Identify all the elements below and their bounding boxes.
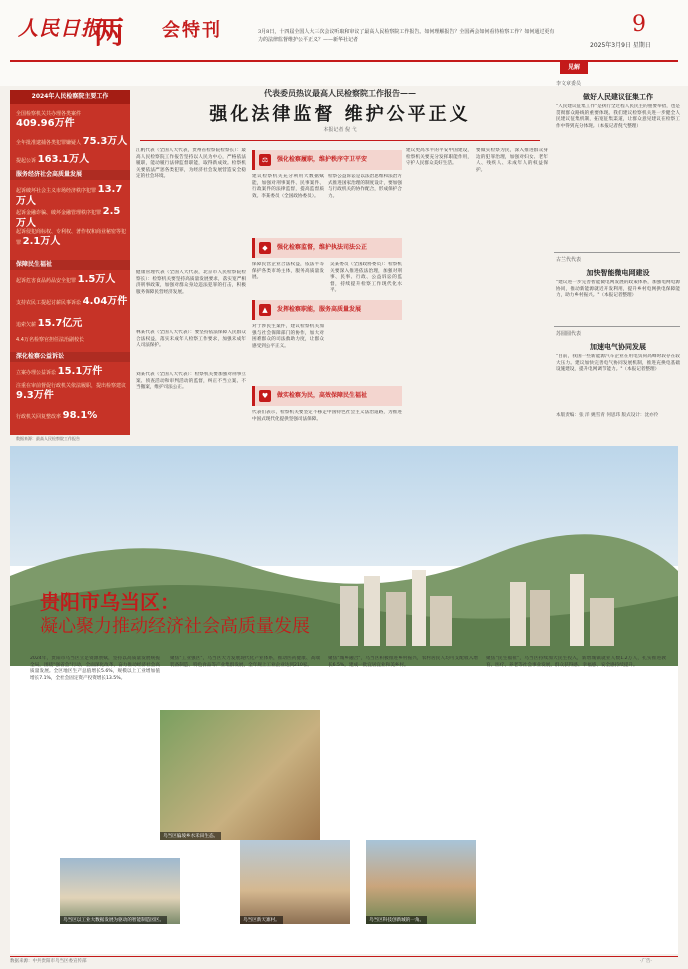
headline-kicker: 代表委员热议最高人民检察院工作报告—— <box>264 88 416 98</box>
article-column: 建议更高水平的平安中国建设，检察机关要充分发挥职能作用，守护人民群众美好生活。 <box>406 148 472 167</box>
article-column: 建议检察机关充分利用大数据赋能，加强对刑事案件、民事案件、行政案件的法律监督，提高监督质效。李某委员（全国政协委员）。 <box>252 174 324 199</box>
special-issue-title-char: 两 <box>94 16 124 51</box>
stats-section-title: 保障民生福祉 <box>10 260 130 270</box>
stats-section-title: 服务经济社会高质量发展 <box>10 170 130 180</box>
opinion-divider <box>554 326 680 327</box>
article-column: 检察公益诉讼是以法治思维和法治方式推进国家治理的制度设计，要加强与行政机关的协作配合，形成保护合力。 <box>328 174 402 199</box>
opinion-divider <box>554 252 680 253</box>
subhead-text: 发挥检察职能，服务高质量发展 <box>277 306 362 313</box>
subhead-text: 强化检察履职，维护秩序守卫平安 <box>277 156 368 163</box>
opinion-body: "建议进一步完善智能微电网发展的政策体系，加强电网电源协同，推动新能源就近开发利用，提升乡村电网供电保障能力，助力乡村振兴。"（本报记者整理） <box>556 280 680 299</box>
feature-photo <box>160 710 320 840</box>
subhead-banner <box>252 150 402 170</box>
stat-item: 起诉金融诈骗、破坏金融管理秩序犯罪 2.5万人 <box>16 206 121 229</box>
subhead-banner <box>252 238 402 258</box>
article-column: 吴某委员（全国政协委员）：检察机关要深入推进依法治理，加强对刑事、民事、行政、公益诉讼的监督，持续提升检察工作现代化水平。 <box>330 262 402 294</box>
article-column: 对于涉民生案件，建议检察机关加强与社会保障部门的协作，加大对困难群众的司法救助力度，让群众感受到公平正义。 <box>252 324 324 349</box>
stats-sidebar <box>10 90 130 435</box>
feature-title: 贵阳市乌当区： <box>40 590 180 614</box>
masthead-quote: 3月8日，十四届全国人大三次会议听取和审议了最高人民检察院工作报告。如何理解报告？全国两会如何看待检察工作？如何通过更有力的法律监督维护公平正义？——新华社记者 <box>258 29 555 43</box>
article-column: 代表们表示，检察机关要坚定不移走中国特色社会主义法治道路，为推进中国式现代化提供坚强司法保障。 <box>252 410 402 422</box>
photo-caption: 乌当区新天寨村。 <box>240 916 283 924</box>
subhead-text: 做实检察为民，高效保障民生福祉 <box>277 392 368 399</box>
feature-section <box>10 446 678 954</box>
opinion-body: "目前，我国一些新能源汽车企业在用电负荷高峰时段存在较大压力。建议加快完善电气协同发展机制，推进充换电基础设施建设，提升电网调节能力。"（本报记者整理） <box>556 354 680 373</box>
opinion-author: 李文章委员 <box>556 81 582 87</box>
stats-source: 数据来源：最高人民检察院工作报告 <box>16 436 80 441</box>
feature-photo <box>240 840 350 924</box>
opinion-tag: 见解 <box>560 62 588 74</box>
stats-section-title: 深化检察公益诉讼 <box>10 352 130 362</box>
article-column: 林某代表（全国人大代表）：要坚持依法保障人民群众合法权益，落实未成年人检察工作要求，加强未成年人司法保护。 <box>136 330 246 349</box>
page-number: 9 <box>632 12 646 37</box>
stat-item: 提起公诉 163.1万人 <box>16 154 90 165</box>
feature-column: 聚焦"城乡融合"，乌当区积极推进乡村振兴，农村居民人均可支配收入增长6.5%，建成一批宜居宜业和美乡村。 <box>328 656 478 668</box>
feature-column: 2024年，贵阳市乌当区立足资源禀赋，坚持以高质量发展统揽全局，围绕"强省会"行动，全面深化改革，奋力推动经济社会高质量发展。全区地区生产总值增长5.6%，规模以上工业增加值增长7.1%，全社会固定资产投资增长13.5%。 <box>30 656 160 681</box>
article-column: 刘某代表（全国人大代表）：检察机关要加强对刑事立案、侦查活动和审判活动的监督，纠正不当立案、不当撤案，维护司法公正。 <box>136 372 246 391</box>
stat-item: 起诉侵犯商标权、专利权、著作权和商业秘密等犯罪 2.1万人 <box>16 229 127 247</box>
feature-subtitle: 凝心聚力推动经济社会高质量发展 <box>40 616 310 637</box>
page-editors: 本版责编：张 洋 姚雪青 何思玮 版式设计：沈亦伶 <box>556 413 659 418</box>
article-column: 江帆代表（全国人大代表，贵州省检察院检察长）：最高人民检察院工作报告坚持以人民为中心，严格依法履职，能动履行法律监督职能，取得新成效。检察机关要依法严惩各类犯罪，为经济社会发展营造安全稳定的社会环境。 <box>136 148 246 180</box>
stat-item: 起诉危害食品药品安全犯罪 1.5万人 <box>16 274 116 285</box>
building-icon: ▲ <box>259 304 271 316</box>
headline-byline: 本报记者 倪 弋 <box>323 127 357 133</box>
feature-footer: 数据来源：中共贵阳市乌当区委宣传部 <box>10 959 87 964</box>
photo-caption: 乌当区科技创新城的一角。 <box>366 916 427 924</box>
article-column: 要做实检察为民，深入推进群众身边的犯罪治理，加强对妇女、老年人、残疾人、未成年人的权益保护。 <box>476 148 548 173</box>
stat-item: 注重在审前督促行政机关依法履职，提出检察建议 9.3万件 <box>16 383 127 401</box>
photo-caption: 乌当区偏坡乡水禾田生态。 <box>160 832 221 840</box>
opinion-title: 做好人民建议征集工作 <box>583 92 653 101</box>
issue-date: 2025年3月9日 星期日 <box>590 42 651 49</box>
headline-main: 强化法律监督 维护公平正义 <box>209 104 471 125</box>
stat-item: 全国检察机关共办理各类案件 409.96万件 <box>16 111 82 129</box>
opinion-author: 苏圆圆代表 <box>556 331 582 337</box>
stat-item: 起诉破坏社会主义市场经济秩序犯罪 13.7万人 <box>16 184 123 207</box>
scales-icon: ⚖ <box>259 154 271 166</box>
headline-divider <box>140 140 540 141</box>
stat-item: 行政机关回复整改率 98.1% <box>16 410 98 421</box>
subhead-text: 强化检察监督，维护执法司法公正 <box>277 244 368 251</box>
stat-item: 全年批准逮捕各类犯罪嫌疑人 75.3万人 <box>16 136 128 147</box>
footer-divider <box>10 956 678 957</box>
feature-photo <box>366 840 476 924</box>
stats-sidebar-title: 2024年人民检察院主要工作 <box>10 90 130 104</box>
newspaper-logo: 人民日报 <box>18 16 102 40</box>
opinion-author: 古兰代代表 <box>556 257 582 263</box>
photo-caption: 乌当区以工业大数据发展为驱动的智能制造园区。 <box>60 916 167 924</box>
feature-column: 聚焦"民生福祉"，乌当区持续加大民生投入，新增城镇就业人数1.2万人，扎实推进教育、医疗、养老等社会事业发展，群众获得感、幸福感、安全感持续提升。 <box>486 656 666 668</box>
opinion-body: "人民建议征集工作"是执行全过程人民民主的重要举措，也是贯彻群众路线的重要体现。我们建议检察机关进一步健全人民建议征集机制，拓宽征集渠道，让群众意见建议在检察工作中得到充分体现。（本报记者倪弋整理） <box>556 104 680 129</box>
stat-item: 追索欠薪 15.7亿元 <box>16 318 83 329</box>
stat-item: 立案办理公益诉讼 15.1万件 <box>16 366 103 377</box>
heart-icon: ♥ <box>259 390 271 402</box>
article-column: 健康管理代表（全国人大代表，北京市人民检察院检察长）：检察机关要坚持高质量发展要求，落实宽严相济刑事政策，加强对群众身边违法犯罪的打击，积极服务保障民营经济发展。 <box>136 270 246 295</box>
opinion-title: 加速电气协同发展 <box>590 342 646 351</box>
shield-icon: ◆ <box>259 242 271 254</box>
subhead-banner <box>252 386 402 406</box>
stat-item: 支持农民工提起讨薪民事诉讼 4.04万件 <box>16 296 128 307</box>
feature-column: 聚焦"工业强区"，乌当区大力发展现代化产业体系，推动医药健康、高端装备制造、特色食品等产业集群发展，全年规上工业企业达到210家。 <box>170 656 320 668</box>
special-issue-title: 会特刊 <box>162 20 222 41</box>
stat-item: 4.4万名检察官担任法治副校长 <box>16 337 84 343</box>
article-column: 保障民营企业合法权益，依法平等保护各类市场主体，服务高质量发展。 <box>252 262 324 281</box>
opinion-title: 加快智能微电网建设 <box>586 268 650 277</box>
feature-photo <box>60 858 180 924</box>
ad-label: ·广告· <box>640 959 652 964</box>
